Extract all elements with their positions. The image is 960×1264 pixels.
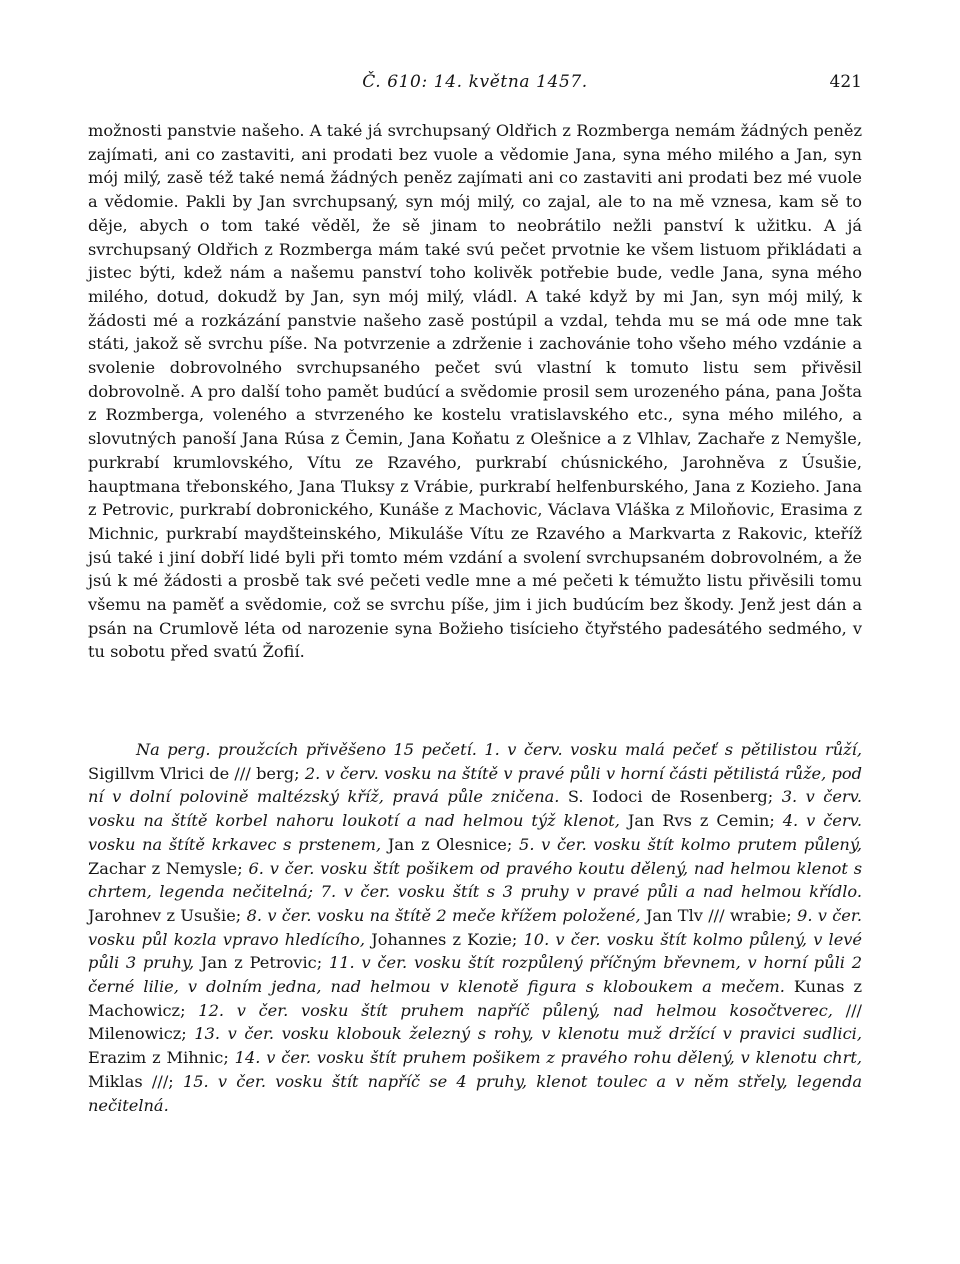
- note-paragraph: [88, 738, 862, 1117]
- page-number: 421: [829, 72, 862, 92]
- note-italic-segment: 15. v čer. vosku štít napříč se 4 pruhy, klenot toulec a v něm střely, legenda nečitelná.: [88, 1071, 862, 1115]
- note-italic-segment: 14. v čer. vosku štít pruhem pošikem z pravého rohu dělený, v klenotu chrt,: [234, 1048, 862, 1068]
- note-legend-segment: Miklas ///;: [88, 1071, 183, 1091]
- body-paragraph: možnosti panstvie našeho. A také já svrchupsaný Oldřich z Rozmberga nemám žádných peněz zajímati, ani co zastaviti, ani prodati bez vuole a vědomie Jana, syna mého milého a Jan, syn mój milý, zasě též také nemá žádných peněz zajímati ani co zastaviti ani prodati bez mé vuole a vědomie. Pakli by Jan svrchupsaný, syn mój milý, co zajal, ale to na mě vznesa, kam sě to děje, abych o tom také věděl, že sě jinam to neobrátilo nežli panství k užitku. A já svrchupsaný Oldřich z Rozmberga mám také svú pečet prvotnie ke všem listuom přikládati a jistec býti, kdež nám a našemu panství toho kolivěk potřebie bude, vedle Jana, syna mého milého, dotud, dokudž by Jan, syn mój milý, vládl. A také když by mi Jan, syn mój milý, k žádosti mé a rozkázání panstvie našeho zasě postúpil a vzdal, tehda mu se má ode mne tak státi, jakož sě svrchu píše. Na potvrzenie a zdrženie i zachovánie toho všeho mého vzdánie a svolenie dobrovolného svrchupsaného pečet svú vlastní k tomuto listu sem přivěsil dobrovolně. A pro další toho pamět budúcí a svědomie prosil sem urozeného pána, pana Jošta z Rozmberga, voleného a stvrzeného ke kostelu vratislavského etc., syna mého milého, a slovutných panoší Jana Rúsa z Čemin, Jana Koňatu z Olešnice a z Vlhlav, Zachaře z Nemyšle, purkrabí krumlovského, Vítu ze Rzavého, purkrabí chúsnického, Jarohněva z Úsušie, hauptmana třebonského, Jana Tluksy z Vrábie, purkrabí helfenburského, Jana z Kozieho. Jana z Petrovic, purkrabí dobronického, Kunáše z Machovic, Václava Vláška z Miloňovic, Erasima z Michnic, purkrabí maydšteinského, Mikuláše Vítu ze Rzavého a Markvarta z Rakovic, kteříž jsú také i jiní dobří lidé byli při tomto mém vzdání a svolení svrchupsaném dobrovolném, a že jsú k mé žádosti a prosbě tak své pečeti vedle mne a mé pečeti k témužto listu přivěsili tomu všemu na paměť a svědomie, což se svrchu píše, jim i jich budúcím bez škody. Jenž jest dán a psán na Crumlově léta od narozenie syna Božieho tisícieho čtyřstého padesátého sedmého, v tu sobotu před svatú Žofií.: [88, 121, 862, 662]
- note-legend-segment: Jan Tlv /// wrabie;: [645, 905, 798, 925]
- note-legend-segment: Zachar z Nemysle;: [88, 858, 249, 878]
- note-legend-segment: S. Iodoci de Rosenberg;: [567, 787, 782, 807]
- charter-text: [88, 119, 862, 664]
- note-italic-segment: 4. v červ. vosku na štítě krkavec s prstenem,: [88, 811, 862, 854]
- note-legend-segment: Erazim z Mihnic;: [88, 1048, 235, 1068]
- note-italic-segment: 8. v čer. vosku na štítě 2 meče křížem položené,: [246, 905, 646, 925]
- note-legend-segment: /// Milenowicz;: [88, 1000, 862, 1044]
- note-legend-segment: Jarohnev z Usušie;: [88, 905, 247, 925]
- note-legend-segment: Jan z Olesnice;: [387, 834, 520, 854]
- note-italic-segment: Na perg. proužcích přivěšeno 15 pečetí. 1. v červ. vosku malá pečeť s pětilistou růží,: [136, 740, 862, 759]
- note-italic-segment: 9. v čer. vosku půl kozla vpravo hledícího,: [88, 905, 862, 949]
- note-legend-segment: Jan z Petrovic;: [200, 953, 329, 973]
- note-italic-segment: 11. v čer. vosku štít rozpůlený příčným břevnem, v horní půli 2 černé lilie, v dolním jedna, nad helmou v klenotě figura s kloboukem a mečem.: [88, 953, 863, 997]
- note-italic-segment: 2. v červ. vosku na štítě v pravé půli v horní části pětilistá růže, pod ní v dolní polovině maltézský kříž, pravá půle zničena.: [88, 763, 862, 807]
- note-legend-segment: Sigillvm Vlrici de /// berg;: [88, 763, 305, 783]
- seal-description-note: [88, 738, 862, 1117]
- note-legend-segment: Jan Rvs z Cemin;: [627, 811, 783, 831]
- running-title: Č. 610: 14. května 1457.: [362, 72, 588, 92]
- note-italic-segment: 12. v čer. vosku štít pruhem napříč půlený, nad helmou kosočtverec,: [198, 1000, 846, 1020]
- note-italic-segment: 13. v čer. vosku klobouk železný s rohy, v klenotu muž držící v pravici sudlici,: [194, 1024, 862, 1044]
- note-italic-segment: 6. v čer. vosku štít pošikem od pravého koutu dělený, nad helmou klenot s chrtem, legenda nečitelná; 7. v čer. vosku štít s 3 pruhy v pravé půli a nad helmou křídlo.: [88, 858, 863, 902]
- note-italic-segment: 10. v čer. vosku štít kolmo půlený, v levé půli 3 pruhy,: [88, 929, 863, 973]
- note-italic-segment: 5. v čer. vosku štít kolmo prutem půlený,: [519, 834, 862, 854]
- note-legend-segment: Kunas z Machowicz;: [88, 977, 862, 1020]
- page-header: [88, 72, 862, 100]
- note-legend-segment: Johannes z Kozie;: [371, 929, 524, 949]
- note-italic-segment: 3. v červ. vosku na štítě korbel nahoru loukotí a nad helmou týž klenot,: [88, 787, 862, 831]
